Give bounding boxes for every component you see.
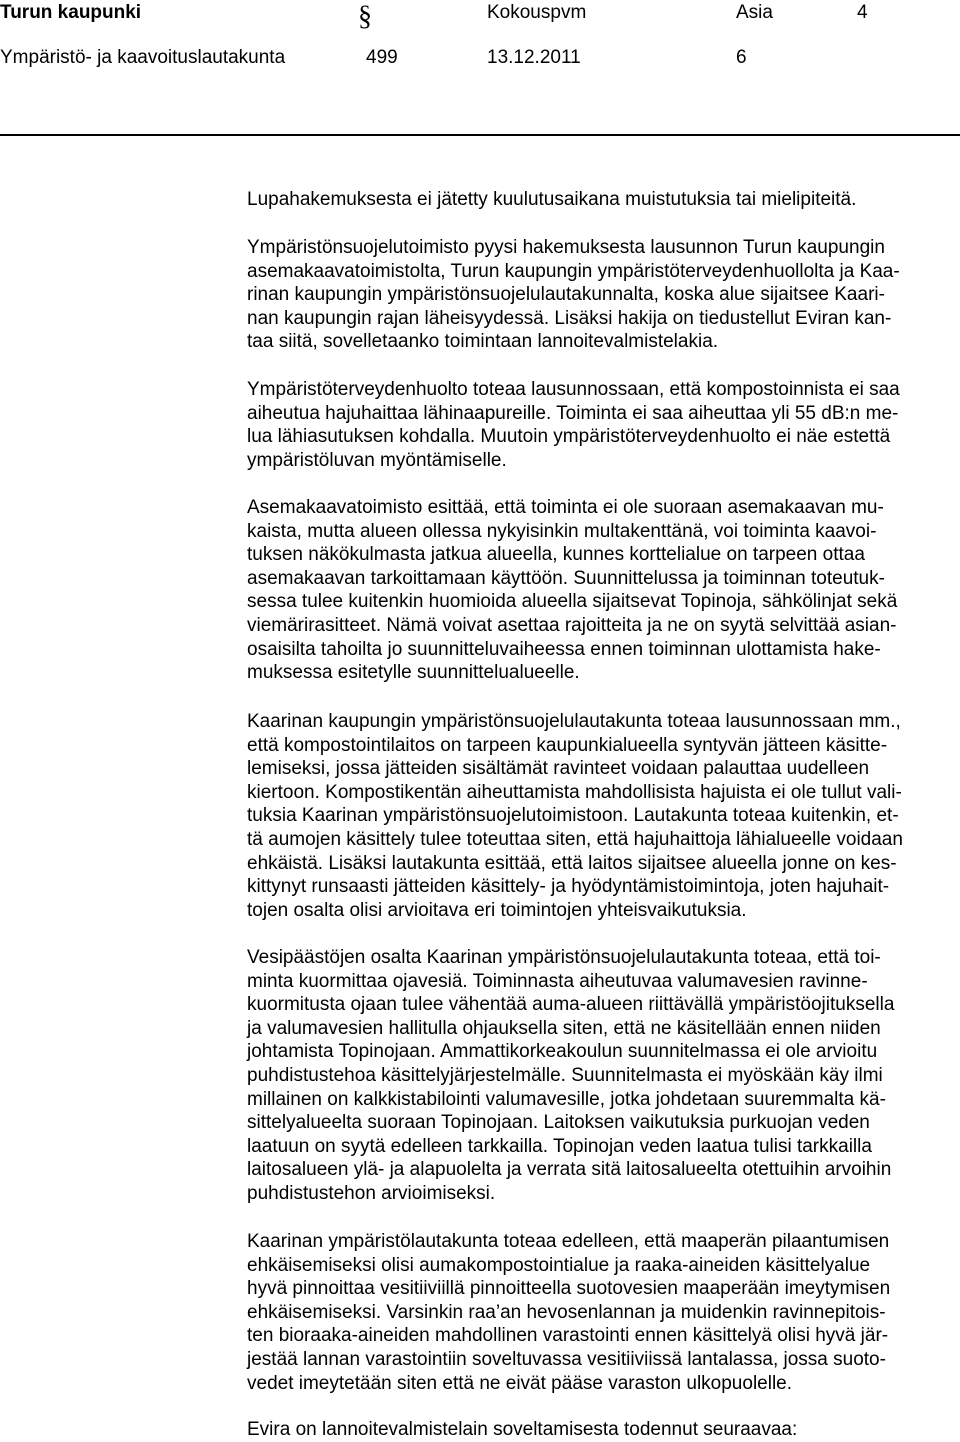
text-line: viemärirasitteet. Nämä voivat asettaa rajoitteita ja ne on syytä selvittää asian- xyxy=(247,614,897,636)
text-line: puhdistustehon arvioimiseksi. xyxy=(247,1182,496,1204)
text-line: johtamista Topinojaan. Ammattikorkeakoulun suunnitelmassa ei ole arvioitu xyxy=(247,1041,878,1063)
text-line: tuksen näkökulmasta jatkua alueella, kunnes korttelialue on tarpeen ottaa xyxy=(247,544,865,566)
text-line: asemakaavatoimistolta, Turun kaupungin ympäristöterveydenhuollolta ja Kaa- xyxy=(247,260,900,282)
text-line: kaista, mutta alueen ollessa nykyisinkin multakenttänä, voi toiminta kaavoi- xyxy=(247,520,877,542)
section-sign-icon xyxy=(352,0,378,30)
org-name: Turun kaupunki xyxy=(0,2,142,23)
text-line: Kaarinan ympäristölautakunta toteaa edelleen, että maaperän pilaantumisen xyxy=(247,1231,890,1252)
text-line: sittelyalueelta suoraan Topinojaan. Laitoksen vaikutuksia purkuojan veden xyxy=(247,1112,870,1134)
text-line: lemiseksi, jossa jätteiden sisältämät ravinteet voidaan palauttaa uudelleen xyxy=(247,758,870,780)
text-line: tojen osalta olisi arvioitava eri toimintojen yhteisvaikutuksia. xyxy=(247,899,747,921)
text-line: ehkäisemiseksi olisi aumakompostointialue ja raaka-aineiden käsittelyalue xyxy=(247,1254,871,1276)
paragraph-statements-requested xyxy=(247,236,959,354)
text-line: Ympäristöterveydenhuolto toteaa lausunnossaan, että kompostoinnista ei saa xyxy=(247,379,900,400)
text-line: Evira on lannoitevalmistelain soveltamisesta todennut seuraavaa: xyxy=(247,1419,798,1440)
text-line: tä aumojen käsittely tulee toteuttaa siten, että hajuhaittoja lähialueelle voidaan xyxy=(247,828,903,850)
text-line: kuormitusta ojaan tulee vähentää auma-alueen riittävällä ympäristöojituksella xyxy=(247,994,895,1016)
text-line: ehkäisemiseksi. Varsinkin raa’an hevosenlannan ja muidenkin ravinnepitois- xyxy=(247,1301,886,1323)
text-line: hyvä pinnoittaa vesitiiviillä pinnoitteella suotovesien maaperään imeytymisen xyxy=(247,1278,891,1300)
text-line: tuksia Kaarinan ympäristönsuojelutoimistoon. Lautakunta toteaa kuitenkin, et- xyxy=(247,805,899,827)
text-line: Asemakaavatoimisto esittää, että toiminta ei ole suoraan asemakaavan mu- xyxy=(247,497,884,518)
text-line: nan kaupungin rajan läheisyydessä. Lisäksi hakija on tiedustellut Eviran kan- xyxy=(247,307,892,329)
text-line: aiheutua hajuhaittaa lähinaapureille. Toiminta ei saa aiheuttaa yli 55 dB:n me- xyxy=(247,402,899,424)
paragraph-environmental-health xyxy=(247,378,959,472)
text-line: laitosalueen ylä- ja alapuolelta ja verrata sitä laitosalueelta otettuihin arvoihin xyxy=(247,1159,892,1181)
text-line: että kompostointilaitos on tarpeen kaupunkialueella syntyvän jätteen käsitte- xyxy=(247,734,888,756)
paragraph-evira xyxy=(247,1418,959,1442)
paragraph-zoning-office xyxy=(247,496,959,685)
paragraph-water-discharges xyxy=(247,946,959,1206)
text-line: muksessa esitetylle suunnittelualueelle. xyxy=(247,662,580,684)
text-line: lua lähiasutuksen kohdalla. Muutoin ympäristöterveydenhuolto ei näe estettä xyxy=(247,426,891,448)
text-line: puhdistustehoa käsittelyjärjestelmälle. Suunnitelmasta ei myöskään käy ilmi xyxy=(247,1064,883,1086)
text-line: ten bioraaka-aineiden mahdollinen varastointi ennen käsittelyä olisi hyvä jär- xyxy=(247,1325,889,1347)
paragraph-soil-protection xyxy=(247,1230,959,1395)
text-line: vedet imeytetään siten että ne eivät pääse varaston ulkopuolelle. xyxy=(247,1372,793,1394)
text-line: Ympäristönsuojelutoimisto pyysi hakemuksesta lausunnon Turun kaupungin xyxy=(247,237,885,258)
text-line: Kaarinan kaupungin ympäristönsuojelulautakunta toteaa lausunnossaan mm., xyxy=(247,711,901,732)
text-line: minta kuormittaa ojavesiä. Toiminnasta aiheutuvaa valumavesien ravinne- xyxy=(247,970,868,992)
text-line: osaisilta tahoilta jo suunnitteluvaiheessa ennen toiminnan ulottamista hake- xyxy=(247,638,881,660)
text-line: Vesipäästöjen osalta Kaarinan ympäristönsuojelulautakunta toteaa, että toi- xyxy=(247,947,881,968)
meeting-date: 13.12.2011 xyxy=(487,47,581,68)
text-line: rinan kaupungin ympäristönsuojelulautakunnalta, koska alue sijaitsee Kaari- xyxy=(247,284,885,306)
item-label: Asia xyxy=(736,2,773,23)
text-line: sessa tulee kuitenkin huomioida alueella sijaitsevat Topinoja, sähkölinjat sekä xyxy=(247,591,898,613)
text-line: asemakaavan tarkoittamaan käyttöön. Suunnittelussa ja toiminnan toteutuk- xyxy=(247,567,885,589)
paragraph-no-objections xyxy=(247,188,959,212)
section-number: 499 xyxy=(366,47,398,68)
text-line: ympäristöluvan myöntämiselle. xyxy=(247,449,507,471)
text-line: kiertoon. Kompostikentän aiheuttamista mahdollisista hajuista ei ole tullut vali- xyxy=(247,781,902,803)
page-number: 4 xyxy=(857,2,868,23)
text-line: laatuun on syytä edelleen tarkkailla. Topinojan veden laatua tulisi tarkkailla xyxy=(247,1135,872,1157)
item-number: 6 xyxy=(736,47,747,68)
text-line: ehkäistä. Lisäksi lautakunta esittää, että laitos sijaitsee alueella jonne on kes- xyxy=(247,852,897,874)
text-line: taa siitä, sovelletaanko toimintaan lannoitevalmistelakia. xyxy=(247,331,719,353)
meeting-date-label: Kokouspvm xyxy=(487,2,587,23)
text-line: jestää lannan varastointiin soveltuvassa vesitiiviissä lantalassa, jossa suoto- xyxy=(247,1348,886,1370)
text-line: kittynyt runsaasti jätteiden käsittely- ja hyödyntämistoimintoja, joten hajuhait- xyxy=(247,876,890,898)
text-line: Lupahakemuksesta ei jätetty kuulutusaikana muistutuksia tai mielipiteitä. xyxy=(247,189,857,210)
svg-text:§: § xyxy=(358,1,372,30)
text-line: ja valumavesien hallitulla ohjauksella siten, että ne käsitellään ennen niiden xyxy=(247,1017,881,1039)
board-name: Ympäristö- ja kaavoituslautakunta xyxy=(0,47,286,68)
paragraph-kaarina-board xyxy=(247,710,959,922)
header-divider xyxy=(0,134,960,136)
text-line: millainen on kalkkistabilointi valumavesille, jotka johdetaan suuremmalta kä- xyxy=(247,1088,886,1110)
